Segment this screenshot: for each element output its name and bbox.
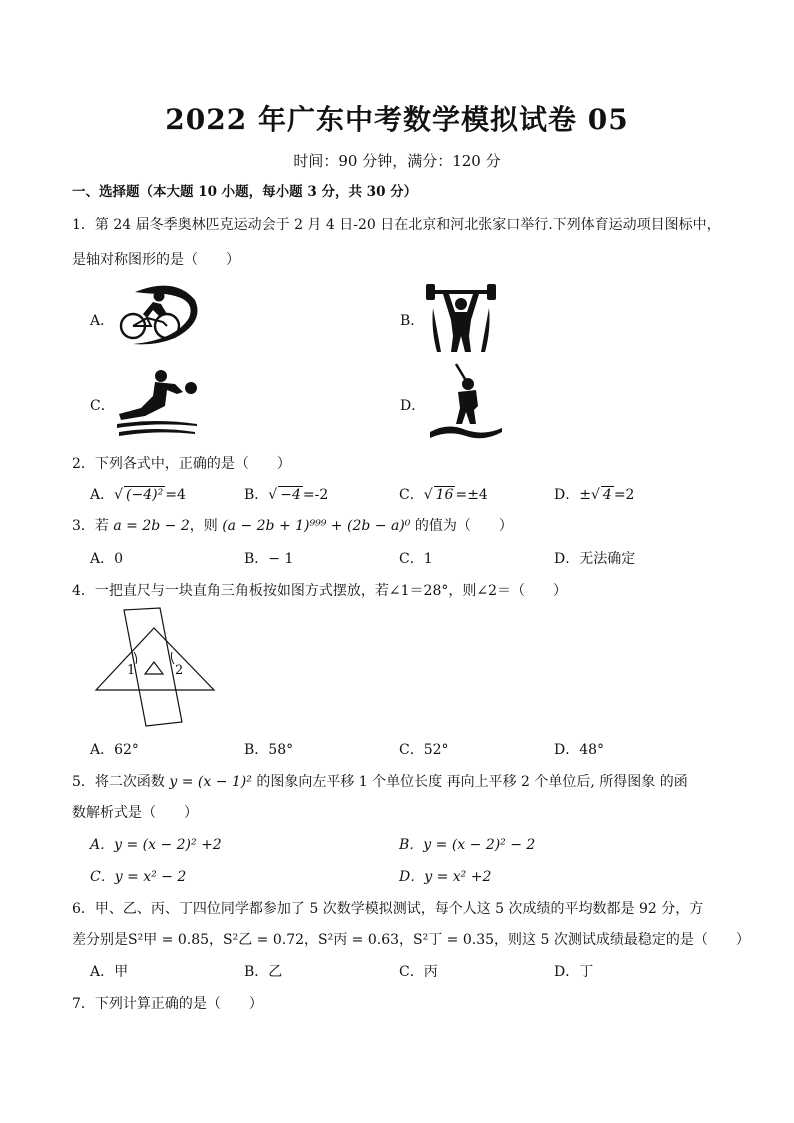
q1-option-d-label: D．	[400, 398, 426, 414]
section-heading: 一、选择题（本大题 10 小题，每小题 3 分，共 30 分）	[72, 184, 418, 200]
q1-stem-line2: 是轴对称图形的是（ ）	[72, 252, 240, 268]
exam-info: 时间：90 分钟，满分：120 分	[293, 152, 501, 170]
q5-stem-line2: 数解析式是（ ）	[72, 805, 198, 821]
q4-option-b: B．58°	[244, 742, 294, 758]
q4-option-a: A．62°	[90, 742, 139, 758]
q7-stem: 7．下列计算正确的是（ ）	[72, 996, 263, 1012]
ruler-triangle-figure	[90, 606, 220, 732]
q5-option-b: B．y = (x − 2)² − 2	[399, 837, 536, 853]
q3-option-b: B．− 1	[244, 551, 294, 567]
q2-option-b: B．√ −4 =-2	[244, 487, 329, 503]
q2-option-a: A．√ (−4)² =4	[90, 487, 186, 503]
q5-option-a: A．y = (x − 2)² +2	[90, 837, 222, 853]
q5-option-d: D．y = x² +2	[399, 869, 492, 885]
q6-stem-line1: 6．甲、乙、丙、丁四位同学都参加了 5 次数学模拟测试，每个人这 5 次成绩的平均数都是 92 分，方	[72, 901, 704, 917]
q6-option-b: B．乙	[244, 964, 283, 980]
volleyball-icon	[115, 366, 201, 436]
q3-option-c: C．1	[399, 551, 433, 567]
q6-option-d: D．丁	[554, 964, 594, 980]
cycling-icon	[115, 282, 201, 350]
q4-stem: 4．一把直尺与一块直角三角板按如图方式摆放，若∠1＝28°，则∠2＝（ ）	[72, 583, 567, 599]
q6-stem-line2: 差分别是S²甲 = 0.85，S²乙 = 0.72，S²丙 = 0.63，S²丁 = 0.35，则这 5 次测试成绩最稳定的是（ ）	[72, 932, 750, 948]
angle-1-label: 1	[127, 663, 136, 678]
q6-option-c: C．丙	[399, 964, 438, 980]
q5-option-c: C．y = x² − 2	[90, 869, 187, 885]
weightlifting-icon	[423, 280, 499, 356]
q1-option-b-label: B．	[400, 313, 425, 329]
q1-option-a-label: A．	[90, 313, 115, 329]
q5-stem-line1: 5．将二次函数 y = (x − 1)² 的图象向左平移 1 个单位长度 再向上平移 2 个单位后, 所得图象 的函	[72, 774, 688, 790]
angle-2-label: 2	[175, 663, 184, 678]
q2-option-d: D．±√ 4 =2	[554, 487, 635, 503]
page-title: 2022 年广东中考数学模拟试卷 05	[165, 103, 629, 136]
q1-option-c-label: C．	[90, 398, 115, 414]
q2-option-c: C．√ 16 =±4	[399, 487, 488, 503]
q3-stem: 3．若 a = 2b − 2，则 (a − 2b + 1)⁹⁹⁹ + (2b − a)⁰ 的值为（ ）	[72, 518, 513, 534]
q3-option-a: A．0	[90, 551, 124, 567]
q4-option-d: D．48°	[554, 742, 605, 758]
q1-stem-line1: 1．第 24 届冬季奥林匹克运动会于 2 月 4 日-20 日在北京和河北张家口举行.下列体育运动项目图标中，	[72, 217, 721, 233]
q4-option-c: C．52°	[399, 742, 449, 758]
q3-option-d: D．无法确定	[554, 551, 636, 567]
golf-icon	[428, 362, 504, 442]
q2-stem: 2．下列各式中，正确的是（ ）	[72, 456, 291, 472]
q6-option-a: A．甲	[90, 964, 129, 980]
